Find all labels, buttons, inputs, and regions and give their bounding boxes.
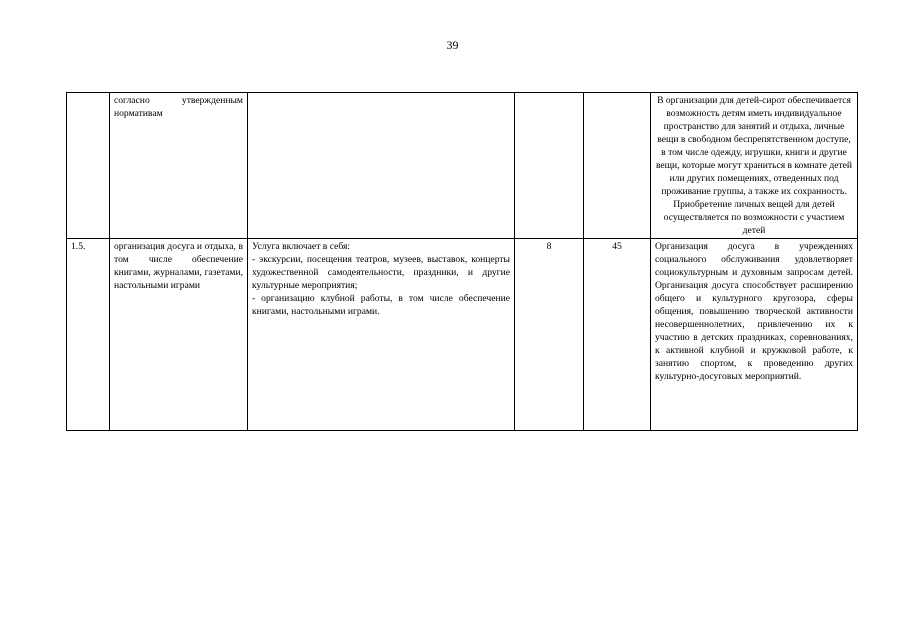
services-table bbox=[66, 92, 858, 431]
table-row-1-5 bbox=[67, 239, 858, 431]
cell-content-empty bbox=[248, 93, 515, 239]
cell-quality-continued: В организации для детей-сирот обеспечивается возможность детям иметь индивидуальное пространство для занятий и отдыха, личные вещи в свободном беспрепятственном доступе, в том числе одежду, игрушки, книги и другие вещи, которые могут храниться в комнате детей или других помещениях, отведенных под проживание группы, а также их сохранность. Приобретение личных вещей для детей осуществляется по возможности с участием детей bbox=[651, 93, 858, 239]
content-intro: Услуга включает в себя: bbox=[252, 241, 351, 252]
cell-service-content bbox=[248, 239, 515, 431]
content-item-clubs: - организацию клубной работы, в том числе обеспечение книгами, настольными играми. bbox=[252, 293, 510, 317]
cell-value-b: 45 bbox=[584, 239, 651, 431]
page-number: 39 bbox=[446, 38, 459, 52]
cell-service-continued: согласно утвержденным нормативам bbox=[110, 93, 248, 239]
table-row-continued bbox=[67, 93, 858, 239]
cell-value-b-empty bbox=[584, 93, 651, 239]
cell-service-name: организация досуга и отдыха, в том числе обеспечение книгами, журналами, газетами, настольными играми bbox=[110, 239, 248, 431]
cell-row-number: 1.5. bbox=[67, 239, 110, 431]
cell-value-a-empty bbox=[515, 93, 584, 239]
cell-quality: Организация досуга в учреждениях социального обслуживания удовлетворяет социокультурным и духовным запросам детей. Организация досуга способствует расширению общего и культурного кругозора, сферы общения, повышению творческой активности несовершеннолетних, привлечению их к участию в детских праздниках, соревнованиях, к активной клубной и кружковой работе, к занятию спортом, к проведению других культурно-досуговых мероприятий. bbox=[651, 239, 858, 431]
content-item-excursions: - экскурсии, посещения театров, музеев, выставок, концерты художественной самодеятельности, праздники, и другие культурные мероприятия; bbox=[252, 254, 510, 291]
cell-number-empty bbox=[67, 93, 110, 239]
cell-value-a: 8 bbox=[515, 239, 584, 431]
